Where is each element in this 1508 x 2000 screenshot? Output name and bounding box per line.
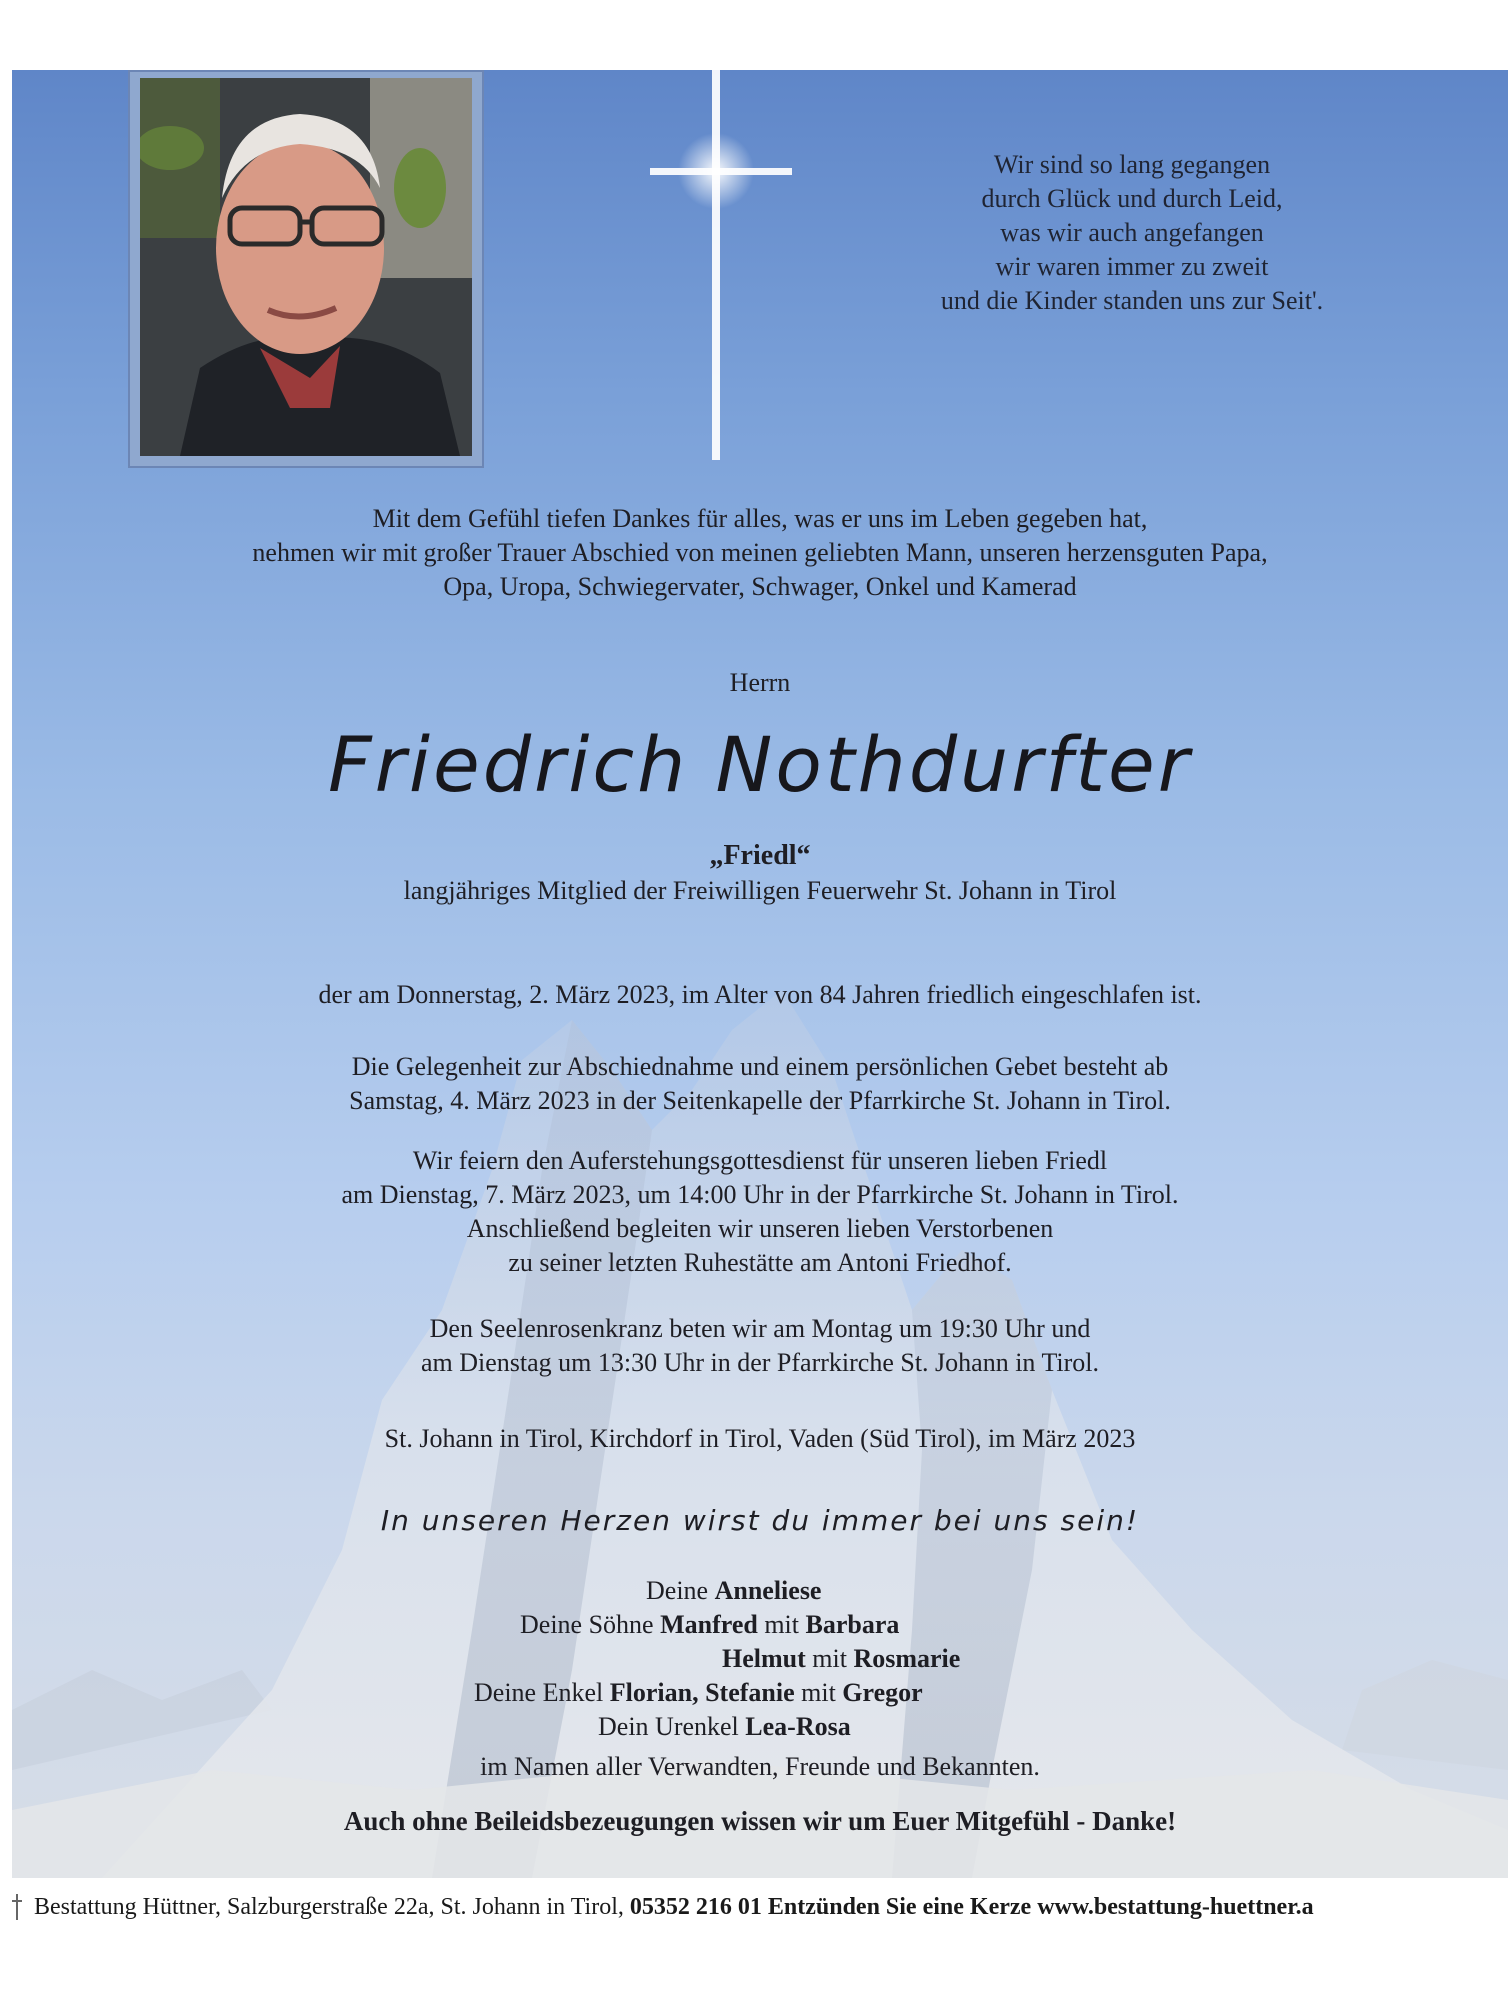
- salutation: Herrn: [729, 668, 791, 697]
- family-name: Florian,: [609, 1678, 699, 1707]
- family-connector: mit: [801, 1678, 836, 1707]
- family-name: Helmut: [722, 1644, 806, 1673]
- intro-line: Opa, Uropa, Schwiegervater, Schwager, Onkel und Kamerad: [443, 572, 1077, 601]
- footer-candle[interactable]: Entzünden Sie eine Kerze: [767, 1894, 1032, 1920]
- family-name: Gregor: [842, 1678, 923, 1707]
- footer-phone[interactable]: 05352 216 01: [629, 1894, 762, 1920]
- obituary-card: [12, 70, 1508, 1878]
- service-line: am Dienstag, 7. März 2023, um 14:00 Uhr in der Pfarrkirche St. Johann in Tirol.: [341, 1180, 1179, 1209]
- family-name: Stefanie: [705, 1678, 795, 1707]
- deceased-name: Friedrich Nothdurfter: [327, 720, 1193, 809]
- motto: In unseren Herzen wirst du immer bei uns sein!: [380, 1504, 1140, 1537]
- viewing-line: Die Gelegenheit zur Abschiednahme und einem persönlichen Gebet besteht ab: [351, 1052, 1169, 1081]
- closing-text: im Namen aller Verwandten, Freunde und Bekannten.: [480, 1752, 1040, 1781]
- family-row-sons: [12, 1608, 1508, 1642]
- portrait-frame: [128, 70, 484, 468]
- family-name: Lea-Rosa: [745, 1712, 851, 1741]
- poem-line: was wir auch angefangen: [1000, 218, 1264, 247]
- intro-line: Mit dem Gefühl tiefen Dankes für alles, was er uns im Leben gegeben hat,: [372, 504, 1148, 533]
- family-prefix: Deine: [646, 1576, 709, 1605]
- family-row-wife: [12, 1574, 1508, 1608]
- footer: [0, 1890, 1508, 1930]
- thanks-text: Auch ohne Beileidsbezeugungen wissen wir um Euer Mitgefühl - Danke!: [343, 1806, 1177, 1836]
- family-list: [12, 1574, 1508, 1744]
- family-name: Rosmarie: [853, 1644, 961, 1673]
- family-prefix: Deine Enkel: [474, 1678, 604, 1707]
- footer-text: [34, 1894, 1314, 1921]
- family-name: Anneliese: [714, 1576, 822, 1605]
- footer-website[interactable]: www.bestattung-huettner.a: [1037, 1894, 1314, 1920]
- viewing-line: Samstag, 4. März 2023 in der Seitenkapelle der Pfarrkirche St. Johann in Tirol.: [349, 1086, 1171, 1115]
- service-line: zu seiner letzten Ruhestätte am Antoni Friedhof.: [508, 1248, 1012, 1277]
- intro-text: [12, 502, 1508, 604]
- family-connector: mit: [764, 1610, 799, 1639]
- poem-line: wir waren immer zu zweit: [995, 252, 1269, 281]
- family-prefix: Deine Söhne: [520, 1610, 654, 1639]
- poem-line: durch Glück und durch Leid,: [981, 184, 1283, 213]
- cross-icon: [632, 70, 802, 460]
- family-row-son2: [12, 1642, 1508, 1676]
- viewing-info: [12, 1050, 1508, 1118]
- family-row-grandchildren: [12, 1676, 1508, 1710]
- service-info: [12, 1144, 1508, 1280]
- poem-line: und die Kinder standen uns zur Seit'.: [940, 286, 1324, 315]
- family-connector: mit: [812, 1644, 847, 1673]
- place-date: [12, 1422, 1508, 1456]
- poem: [852, 148, 1412, 318]
- service-line: Anschließend begleiten wir unseren lieben Verstorbenen: [466, 1214, 1054, 1243]
- poem-line: Wir sind so lang gegangen: [993, 150, 1271, 179]
- portrait-photo: [140, 78, 472, 456]
- family-prefix: Dein Urenkel: [598, 1712, 739, 1741]
- membership: langjähriges Mitglied der Freiwilligen Feuerwehr St. Johann in Tirol: [403, 876, 1117, 905]
- family-row-great-grandchild: [12, 1710, 1508, 1744]
- rosary-info: [12, 1312, 1508, 1380]
- cross-icon: [10, 1894, 24, 1920]
- death-notice-line: der am Donnerstag, 2. März 2023, im Alter von 84 Jahren friedlich eingeschlafen ist.: [318, 980, 1202, 1009]
- death-notice: [12, 978, 1508, 1012]
- rosary-line: am Dienstag um 13:30 Uhr in der Pfarrkirche St. Johann in Tirol.: [420, 1348, 1100, 1377]
- place-date-line: St. Johann in Tirol, Kirchdorf in Tirol, Vaden (Süd Tirol), im März 2023: [384, 1424, 1136, 1453]
- intro-line: nehmen wir mit großer Trauer Abschied von meinen geliebten Mann, unseren herzensguten Papa,: [252, 538, 1268, 567]
- family-name: Manfred: [660, 1610, 758, 1639]
- rosary-line: Den Seelenrosenkranz beten wir am Montag um 19:30 Uhr und: [429, 1314, 1091, 1343]
- nickname: „Friedl“: [709, 840, 811, 871]
- footer-company: Bestattung Hüttner, Salzburgerstraße 22a, St. Johann in Tirol,: [34, 1894, 624, 1920]
- service-line: Wir feiern den Auferstehungsgottesdienst für unseren lieben Friedl: [412, 1146, 1108, 1175]
- family-name: Barbara: [805, 1610, 900, 1639]
